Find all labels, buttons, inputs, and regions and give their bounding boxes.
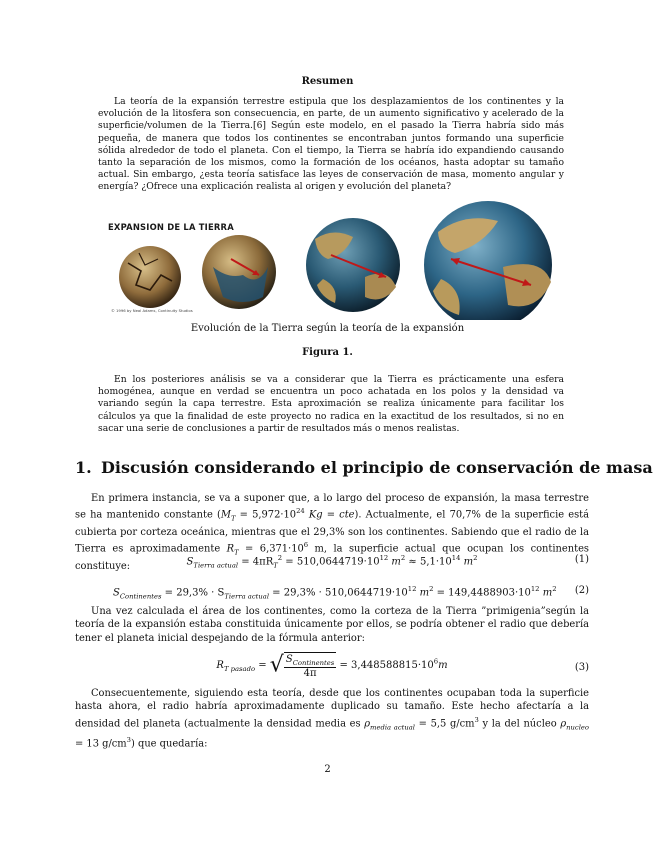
figure-credit: © 1996 by Neal Adams, Continuity Studios (111, 308, 193, 313)
equation-3: $R_{T pasado}$ = √ $\frac{S_{Continentes}}{4\pi}$ = $3,448588815\cdot 10^6m$ (3) (216, 652, 589, 679)
globe-small (119, 246, 181, 308)
figure-number: Figura 1. (302, 347, 353, 358)
page-number: 2 (324, 764, 331, 775)
earth-expansion-figure (103, 197, 558, 320)
equation-1-number: (1) (574, 554, 589, 565)
section-number: 1. (75, 458, 92, 477)
figure-image-label: EXPANSION DE LA TIERRA (108, 222, 234, 232)
intro-paragraph: En los posteriores análisis se va a considerar que la Tierra es prácticamente una esfera homogénea, aunque en verdad se encuentra un poco achatada en los polos y la densidad va variando según la capa terrestre. Esta aproximación se realiza únicamente para facilitar los cálculos ya que la finalidad de este proyecto no radica en la exactitud de los resultados, si no en sacar una serie de conclusiones a partir de resultados más o menos realistas. (98, 374, 564, 434)
paragraph-mass: En primera instancia, se va a suponer que, a lo largo del proceso de expansión, la masa terrestre se ha mantenido constante ($M_T = 5,972\cdot 10^{24}$ Kg = cte). Actualmente, el 70,7% de la superficie está cubierta por corteza oceánica, mientras que el 29,3% son los continentes. Sabiendo que el radio de la Tierra es aproximadamente $R_T = 6,371\cdot 10^6$ m, la superficie actual que ocupan los continentes constituye: (75, 493, 589, 573)
equation-2-number: (2) (574, 585, 589, 596)
earth-globes-illustration (103, 197, 558, 320)
globe-large (306, 218, 400, 312)
section-title: Discusión considerando el principio de conservación de masa (101, 458, 653, 477)
paragraph-density: Consecuentemente, siguiendo esta teoría, desde que los continentes ocupaban toda la superficie hasta ahora, el radio habría aproximadamente duplicado su tamaño. Este hecho afectaría a la densidad del planeta (actualmente la densidad media es $\rho_{media actual} = 5,5$ $g/cm^3$ y la del núcleo $\rho_{nucleo} = 13$ $g/cm^3$) que quedaría: (75, 688, 589, 750)
abstract-title: Resumen (301, 76, 354, 87)
section-heading (75, 458, 653, 477)
equation-3-number: (3) (574, 662, 589, 673)
abstract-text: La teoría de la expansión terrestre estipula que los desplazamientos de los continentes y la evolución de la litosfera son consecuencia, en parte, de un aumento significativo y acelerado de la superficie/volumen de la Tierra.[6] Según este modelo, en el pasado la Tierra habría sido más pequeña, de manera que todos los continentes se encontraban juntos formando una superficie sólida alrededor de todo el planeta. Con el tiempo, la Tierra se habría ido expandiendo causando tanto la separación de los mismos, como la formación de los océanos, hasta adoptar su tamaño actual. Sin embargo, ¿esta teoría satisface las leyes de conservación de masa, momento angular y energía? ¿Ofrece una explicación realista al origen y evolución del planeta? (98, 96, 564, 193)
equation-2: $S_{Continentes} = 29,3\% \cdot S_{Tierra actual} = 29,3\% \cdot 510,0644719\cdot 10^{12}$ $m^2 = 149,4488903\cdot 10^{12}$ $m^2$ (2) (113, 585, 589, 601)
equation-1: $S_{Tierra actual} = 4\pi R_T^2 = 510,0644719\cdot 10^{12}$ $m^2 \approx 5,1\cdot 10^{14}$ $m^2$ (1) (186, 554, 589, 570)
paragraph-radius: Una vez calculada el área de los continentes, como la corteza de la Tierra ”primigenia”según la teoría de la expansión estaba constituida únicamente por ellos, se podría obtener el radio que debería tener el planeta inicial despejando de la fórmula anterior: (75, 606, 589, 644)
figure-caption: Evolución de la Tierra según la teoría de la expansión (190, 323, 465, 334)
globe-medium (202, 235, 276, 309)
